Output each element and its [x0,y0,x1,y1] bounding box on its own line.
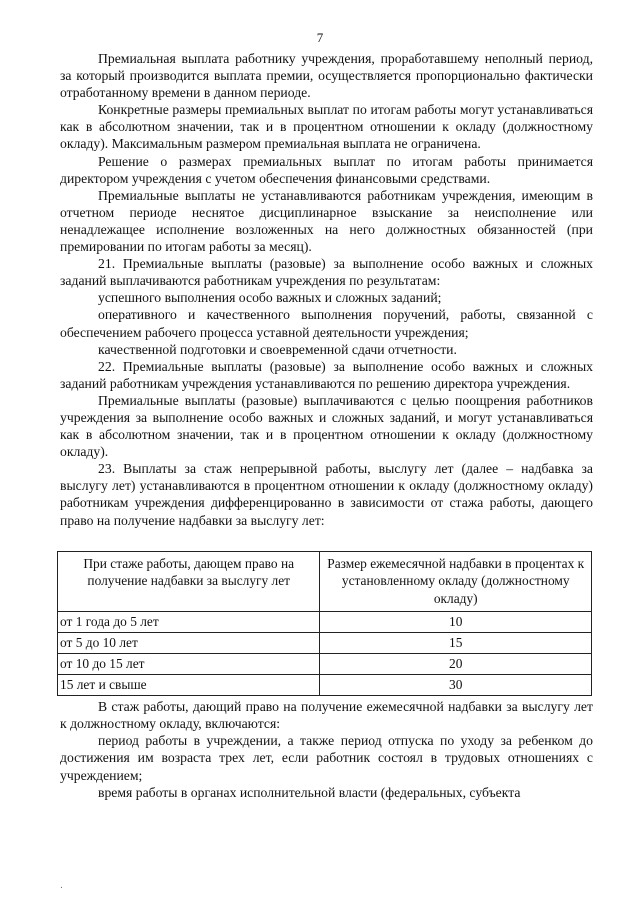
table-cell-percent: 20 [320,654,592,675]
table-header-allowance: Размер ежемесячной надбавки в процентах к установленному окладу (должностному окладу) [320,551,592,612]
list-item: время работы в органах исполнительной власти (федеральных, субъекта [98,784,521,800]
table-row [58,633,592,654]
paragraph: Решение о размерах премиальных выплат по итогам работы принимается директором учреждения с учетом обеспечения финансовыми средствами. [60,153,593,186]
table-cell-percent: 30 [320,675,592,696]
table-cell-experience: от 1 года до 5 лет [58,612,320,633]
table-row [58,612,592,633]
page-number: 7 [316,30,324,45]
table-cell-experience: от 10 до 15 лет [58,654,320,675]
document-body [60,50,593,801]
paragraph: Премиальные выплаты не устанавливаются работникам учреждения, имеющим в отчетном периоде неснятое дисциплинарное взыскание за неисполнение или ненадлежащее исполнение возложенных на него должностных обязанностей (при премировании по итогам работы за месяц). [60,187,593,255]
section-after-table [60,698,593,801]
paragraph: Конкретные размеры премиальных выплат по итогам работы могут устанавливаться как в абсолютном значении, так и в процентном отношении к окладу (должностному окладу). Максимальным размером премиальная выплата не ограничена. [60,102,593,152]
table-header-experience: При стаже работы, дающем право на получение надбавки за выслугу лет [58,551,320,612]
table-row [58,675,592,696]
list-item: успешного выполнения особо важных и сложных заданий; [98,290,442,306]
list-item: качественной подготовки и своевременной сдачи отчетности. [98,341,457,357]
table-header-row [58,551,592,612]
paragraph: В стаж работы, дающий право на получение ежемесячной надбавки за выслугу лет к должностному окладу, включаются: [60,699,593,732]
paragraph-clause-21: 21. Премиальные выплаты (разовые) за выполнение особо важных и сложных заданий выплачиваются работникам учреждения по результатам: [60,256,593,289]
paragraph: Премиальная выплата работнику учреждения, проработавшему неполный период, за который производится выплата премии, осуществляется пропорционально фактически отработанному времени в данном периоде. [60,51,593,101]
table-cell-experience: 15 лет и свыше [58,675,320,696]
table-cell-percent: 10 [320,612,592,633]
paragraph-clause-22: 22. Премиальные выплаты (разовые) за выполнение особо важных и сложных заданий работникам учреждения устанавливаются по решению директора учреждения. [60,358,593,391]
paragraph: Премиальные выплаты (разовые) выплачиваются с целью поощрения работников учреждения за выполнение особо важных и сложных заданий, и могут устанавливаться как в абсолютном значении, так и в процентном отношении к окладу (должностному окладу). [60,392,593,460]
list-item: период работы в учреждении, а также период отпуска по уходу за ребенком до достижения им возраста трех лет, если работник состоял в трудовых отношениях с учреждением; [60,733,593,783]
table-row [58,654,592,675]
list-item: оперативного и качественного выполнения поручений, работы, связанной с обеспечением рабочего процесса уставной деятельности учреждения; [60,307,593,340]
table-cell-experience: от 5 до 10 лет [58,633,320,654]
scan-speck: ․ [60,880,64,890]
seniority-allowance-table [57,551,592,697]
table-cell-percent: 15 [320,633,592,654]
paragraph-clause-23: 23. Выплаты за стаж непрерывной работы, выслугу лет (далее – надбавка за выслугу лет) устанавливаются в процентном отношении к окладу (должностному окладу) работникам учреждения дифференцированно в зависимости от стажа работы, дающего право на получение надбавки за выслугу лет: [60,461,593,528]
